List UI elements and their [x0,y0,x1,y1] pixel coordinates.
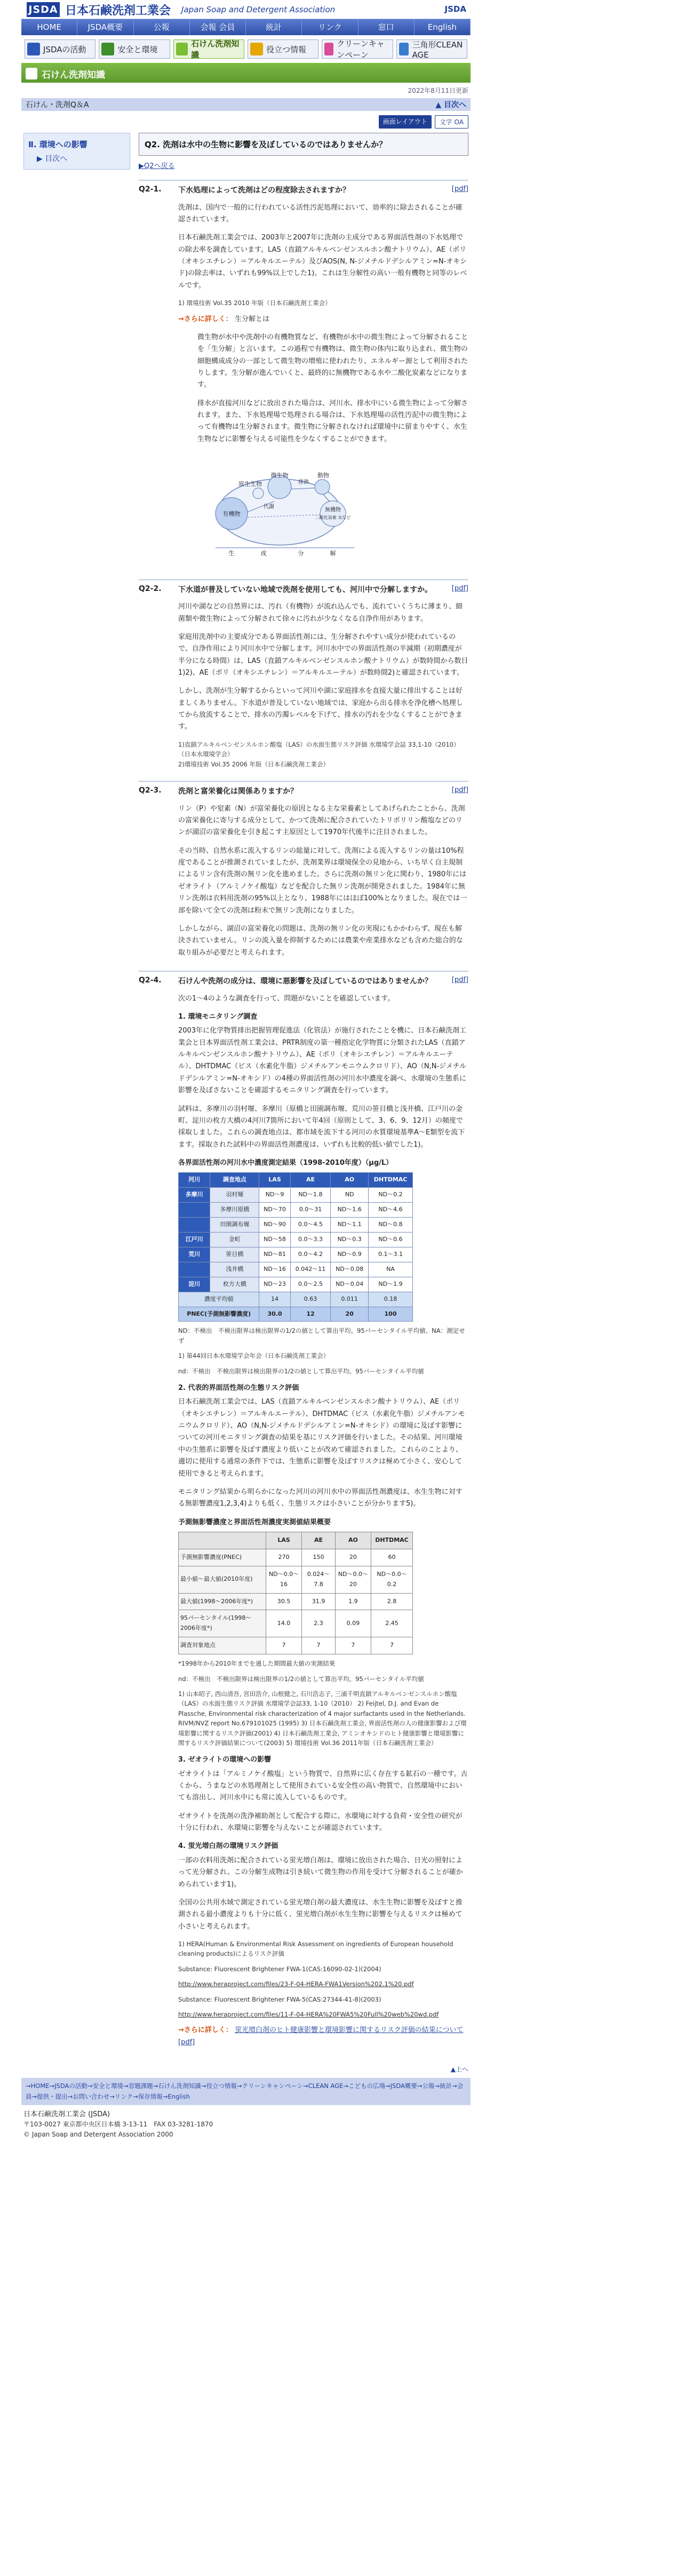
references: Substance: Fluorescent Brightener FWA-1(CAS:16090-02-1)(2004) [178,1965,381,1973]
diagram-label: 無機物 [325,507,341,514]
reference-link[interactable]: http://www.heraproject.com/files/23-F-04-HERA-FWA1Version%202.1%20.pdf [178,1980,414,1988]
table-header-cell [179,1532,266,1549]
table-row [179,1262,413,1277]
answer-paragraph: しかし、洗剤が生分解するからといって河川や湖に家庭排水を直接大量に排出することは好ましくありません。下水道が普及していない地域では、家庭から出る排水を浄化槽へ処理してから放流することで、排水の汚濁レベルを下げて、排水の汚れを少なくすることができます。 [178,687,463,731]
row-label: 95パーセンタイル(1998〜2006年度*) [179,1610,266,1637]
table-row [179,1549,413,1566]
value-cell: 0.0〜2.5 [290,1277,331,1292]
river-cell: 多摩川 [179,1188,210,1203]
table-title: 各界面活性剤の河川水中濃度測定結果（1998-2010年度）（μg/L） [178,1159,393,1167]
value-cell: ND〜0.04 [331,1277,369,1292]
footnote: nd：不検出 不検出限界は検出限界の1/2の値として算出平均。95パーセンタイル平均値 [178,1367,424,1375]
footnote: 1)直鎖アルキルベンゼンスルホン酸塩（LAS）の水面生態リスク評価 水環境学会誌 33,1-10（2010）（日本水環境学会） 2)環境技術 Vol.35 2006 年版（日本石鹸洗剤工業会） [178,740,460,768]
answer-paragraph: 日本石鹸洗剤工業会では、2003年と2007年に洗剤の主成分である界面活性剤の下水処理での除去率を調査しています。LAS（直鎖アルキルベンゼンスルホン酸ナトリウム）、AE（ポリ（オキシエチレン）＝アルキルエーテル）及びAOS(N, N-ジメチルドデシルアミン=N-オキシド)の除去率は、いずれも99%以上でした1)。これは生分解性の高い一般有機物と同等のレベルです。 [178,234,467,290]
answer-paragraph: リン（P）や窒素（N）が富栄養化の原因となる主な栄養素としてあげられたことから、洗剤の富栄養化に寄与する成分として、かつて洗剤に配合されていたトリポリリン酸塩などのリンが湖沼の富栄養化を引き起こす主原因として1970年代後半に注目されました。 [178,804,465,837]
value-cell: ND〜9 [259,1188,290,1203]
table-header-cell: LAS [259,1173,290,1188]
table-header-cell: AE [290,1173,331,1188]
value-cell: ND〜0.8 [369,1218,413,1233]
qa-item [139,180,468,567]
sub-heading: 1. 環境モニタリング調査 [178,1013,258,1021]
value-cell: 0.63 [290,1292,331,1307]
table-header-cell: 河川 [179,1173,210,1188]
pdf-link[interactable]: [pdf] [451,584,468,593]
back-link[interactable]: ▶Q2へ戻る [139,162,175,170]
value-cell: ND〜4.6 [369,1203,413,1218]
value-cell: 20 [335,1549,371,1566]
qa-question: 洗剤と富栄養化は関係ありますか？ [178,787,298,796]
diagram-label: 代謝 [264,504,274,510]
tab-knowledge[interactable]: 石けん洗剤知識 [173,39,244,59]
value-cell: 150 [302,1549,336,1566]
value-cell: 2.3 [302,1610,336,1637]
site-cell: 田園調布堰 [210,1218,259,1233]
answer-paragraph: 試料は、多摩川の羽村堰、多摩川（原橋と田園調布堰、荒川の笹目橋と浅井橋、江戸川の金町、淀川の枚方大橋の4河川7箇所において年4回（原則として、3、6、9、12月）の頻度で採取しました。これらの調査地点は、都市域を流下する河川の水質環境基準A〜E類型を流下ます。採取された試料中の界面活性剤濃度は、いずれも比較的低い値でした1)。 [178,1105,465,1149]
value-cell: ND〜0.6 [369,1232,413,1247]
value-cell: ND〜0.2 [369,1188,413,1203]
value-cell: ND〜1.6 [331,1203,369,1218]
page-top-link[interactable]: ▲上へ [450,2066,468,2074]
value-cell: ND〜90 [259,1218,290,1233]
footer-address: 〒103-0027 東京都中央区日本橋 3-13-11 FAX 03-3281-1870 [23,2121,213,2129]
qa-number: Q2-2. [139,584,162,593]
diagram-label: 動物 [317,472,329,479]
references: 1) HERA(Human & Environmental Risk Assessment on ingredients of European household cleaning products)によるリスク評価 [178,1940,453,1958]
answer-paragraph: モニタリング結果から明らかになった河川の河川水中の界面活性剤濃度は、水生生物に対する無影響濃度1,2,3,4)よりも低く、生態リスクは小さいことが分かります5)。 [178,1487,463,1508]
updated-date: 2022年8月11日更新 [408,87,468,94]
org-name: 日本石鹸洗剤工業会 [65,4,171,18]
table-row [179,1566,413,1593]
footnote: 1) 環境技術 Vol.35 2010 年版（日本石鹸洗剤工業会） [178,299,331,307]
answer-paragraph: 排水が直接河川などに放出された場合は、河川水、排水中にいる微生物によって分解されます。また、下水処理場で処理される場合は、下水処理場の活性汚泥中の微生物によって有機物は生分解されます。微生物に分解されなければ環境中に留まりやすく、水生生物などに影響を与える可能性を少なくすることができます。 [197,399,468,443]
layout-button[interactable]: 画面レイアウト [379,115,432,129]
gnav-english[interactable]: English [415,19,471,35]
qa-answer [178,601,468,769]
global-nav [21,19,471,35]
gnav-about[interactable]: JSDA概要 [77,19,133,35]
qa-answer [178,202,468,567]
gnav-contact[interactable]: 窓口 [359,19,415,35]
value-cell: 30.5 [266,1593,301,1610]
value-cell: 270 [266,1549,301,1566]
section-icon [26,68,37,79]
table-header-cell: 調査地点 [210,1173,259,1188]
page [21,0,471,2146]
value-cell: 14.0 [266,1610,301,1637]
value-cell: ND〜0.0〜16 [266,1566,301,1593]
site-cell: 羽村堰 [210,1188,259,1203]
sidebar-title: Ⅱ. 環境への影響 [28,140,87,149]
value-cell: ND〜81 [259,1247,290,1262]
table-row [179,1292,413,1307]
value-cell: 7 [266,1637,301,1654]
magazine-icon [399,43,409,55]
value-cell: 7 [371,1637,412,1654]
value-cell: ND〜1.8 [290,1188,331,1203]
answer-paragraph: ゼオライトは「アルミノケイ酸塩」という物質で、自然界に広く存在する鉱石の一種です。古くから、うまなどの水処理剤として使用されている安全性の高い物質で、自然環境中においても溶出し、河川水中にも常に流入しているものです。 [178,1770,468,1802]
gnav-members[interactable]: 会報 会員 [190,19,246,35]
site-cell: 金町 [210,1232,259,1247]
table-header-cell: AE [302,1532,336,1549]
table-header-cell: DHTDMAC [369,1173,413,1188]
value-cell: ND〜58 [259,1232,290,1247]
content-columns [21,133,471,2060]
pdf-link[interactable]: [pdf] [451,185,468,193]
qa-number: Q2-1. [139,185,162,194]
value-cell: ND [331,1188,369,1203]
gnav-links[interactable]: リンク [302,19,358,35]
section-band: 石けん洗剤知識 [21,65,471,83]
qa-number: Q2-4. [139,976,162,985]
answer-paragraph: その当時、自然水系に流入するリンの総量に対して、洗剤による流入するリンの量は10%程度であることが推測されていましたが、洗剤業界は環境保全の見地から、いち早く自主規制によるリン含有洗剤の無リン化を進めました。さらに洗剤の無リン化に関わり、1980年にはゼオライト（アルミノケイ酸塩）などを配合した無リン洗剤が開発されました。1984年に無リン洗剤は衣料用洗剤の95%以上となり、1988年にはほぼ100%となりました。現在では一部を除いて全ての洗剤は粉末で無リン洗剤になりました。 [178,846,467,915]
table-row [179,1188,413,1203]
site-cell: 多摩川原橋 [210,1203,259,1218]
qa-answer [178,993,468,2049]
value-cell: ND〜16 [259,1262,290,1277]
references: Substance: Fluorescent Brightener FWA-5(CAS:27344-41-8)(2003) [178,1995,381,2003]
footer-copyright: © Japan Soap and Detergent Association 2000 [23,2131,173,2139]
value-cell: 0.0〜4.2 [290,1247,331,1262]
river-cell: 荒川 [179,1247,210,1262]
row-label: 最小値〜最大値(2010年度) [179,1566,266,1593]
value-cell: 12 [290,1307,331,1322]
table-header-cell: AO [331,1173,369,1188]
diagram-label: 有機物 [222,510,241,518]
value-cell: 0.1〜3.1 [369,1247,413,1262]
references: 1) 山本昭子, 西山清吾, 宮田浩介, 山根健之, 石川浩志子, 三浦千明直鎖アルキルベンゼンスルホン酸塩（LAS）の水面生態リスク評価 水環境学会誌33, 1-10（2010） 2) Feijtel, D.J. and Evan de Plassche, Environmental risk characterization of 4 major surfactants used in the Netherlands. RIVM/NVZ report No.679101025 (1995) 3) 日本石鹸洗剤工業会, 界面活性剤の人の健康影響および環境影響に関するリスク評価(2001) 4) 日本石鹸洗剤工業会, アミンオキシドのヒト健康影響と環境影響に関するリスク評価結果について(2003) 5) 環境技術 Vol.36 2011年版（日本石鹸洗剤工業会） [178,1690,467,1747]
biodegradation-diagram [200,456,381,557]
value-cell: ND〜0.08 [331,1262,369,1277]
more-topic: 生分解とは [235,315,270,323]
value-cell: 7 [335,1637,371,1654]
footnote: nd：不検出 不検出限界は検出限界の1/2の値として算出平均。95パーセンタイル平均値 [178,1675,424,1683]
activities-icon [27,43,40,55]
sub-heading: 4. 蛍光増白剤の環境リスク評価 [178,1842,278,1851]
site-cell: 枚方大橋 [210,1277,259,1292]
value-cell: 30.0 [259,1307,290,1322]
diagram-label: 成 [260,550,267,557]
table-row [179,1307,413,1322]
value-cell: 20 [331,1307,369,1322]
gnav-stats[interactable]: 統計 [246,19,302,35]
row-label: 最大値(1998〜2006年度*) [179,1593,266,1610]
gnav-news[interactable]: 公報 [134,19,190,35]
sidebar-toc-link[interactable]: ▶ 目次へ [37,155,68,163]
table-row [179,1637,413,1654]
value-cell: 1.9 [335,1593,371,1610]
sidebar-box [23,133,130,170]
lightbulb-icon [250,43,263,55]
tool-row [21,111,471,133]
answer-paragraph: 日本石鹸洗剤工業会では、LAS（直鎖アルキルベンゼンスルホン酸ナトリウム）、AE（ポリ（オキシエチレン）＝アルキルエーテル）、DHTDMAC（ビス（水素化牛脂）ジメチルアンモニウムクロリド）、AO（N,N-ジメチルドデシルアミン=N-オキシド）の環境に及ぼす影響についての河川モニタリング調査の結果を基にリスク評価を行いました。その結果、河川環境中の生態系に影響を及ぼす濃度より低いことが改めて確認されました。これらのことより、適切に使用する通常の条件下では、生態系に影響を及ぼすリスクは極めて小さく、安心して使用できると考えられます。 [178,1398,465,1478]
concentration-table [178,1172,413,1322]
more-label: →さらに詳しく： [178,315,233,323]
jsda-mark: JSDA [444,4,466,14]
diagram-label: 原生生物 [238,481,262,488]
table-title: 予測無影響濃度と界面活性剤濃度実測値結果概要 [178,1518,331,1526]
footnote: 1) 第44回日本水環境学会年会（日本石鹸洗剤工業会） [178,1352,330,1360]
value-cell: 7 [302,1637,336,1654]
value-cell: 0.18 [369,1292,413,1307]
sub-heading: 2. 代表的界面活性剤の生態リスク評価 [178,1383,299,1392]
more-label: →さらに詳しく： [178,2026,233,2035]
table-header-cell: LAS [266,1532,301,1549]
value-cell: ND〜0.3 [331,1232,369,1247]
row-label: 予測無影響濃度(PNEC) [179,1549,266,1566]
qa-item [139,579,468,769]
tab-clean-age[interactable]: 三角形CLEAN AGE [396,39,467,59]
reference-link[interactable]: http://www.heraproject.com/files/11-F-04-HERA%20FWA5%20Full%20web%20wd.pdf [178,2010,439,2018]
qa-answer [178,803,468,959]
value-cell: 60 [371,1549,412,1566]
river-cell: 淀川 [179,1277,210,1292]
main-content [139,133,468,2060]
diagram-label: 微生物 [270,472,289,479]
river-cell [179,1262,210,1277]
gnav-home[interactable]: HOME [21,19,77,35]
table-row [179,1593,413,1610]
value-cell: 0.0〜4.5 [290,1218,331,1233]
more-link[interactable]: 蛍光増白剤のヒト健康影響と環境影響に関するリスク評価の結果について[pdf] [178,2026,464,2046]
site-cell: 笹目橋 [210,1247,259,1262]
breadcrumb-label: 石けん・洗剤Q＆A [26,101,89,109]
diagram-label: 排泄 [298,479,309,486]
section-tabs [21,35,471,65]
toc-link[interactable]: ▲ 目次へ [435,101,466,109]
footnote: ND：不検出 不検出限界は検出限界の1/2の値として算出平均。95パーセンタイル平均値、NA：測定せず [178,1327,465,1345]
sidebar [23,133,130,2060]
table-header-cell: DHTDMAC [371,1532,412,1549]
qa-item [139,971,468,2049]
pdf-link[interactable]: [pdf] [451,976,468,984]
leaf-icon [101,43,114,55]
value-cell: ND〜0.9 [331,1247,369,1262]
breadcrumb [21,98,471,111]
campaign-icon [324,43,333,55]
answer-paragraph: 微生物が水中や洗剤中の有機物質など、有機物が水中の微生物によって分解されることを「生分解」と言います。この過程で有機物は、微生物の体内に取り込まれ、微生物の細胞構成成分の一部として微生物の増殖に使われたり、エネルギー源として利用されたりします。生分解が進んでいくと、最終的に無機物である水や二酸化炭素などになります。 [197,333,468,389]
animal-circle [315,479,330,494]
row-label: 濃度平均値 [179,1292,259,1307]
answer-paragraph: 家庭用洗剤中の主要成分である界面活性剤には、生分解されやすい成分が使われているので、自浄作用により河川水中で分解します。河川水中での界面活性剤の半減期（初期濃度が半分になる時間）は、LAS（直鎖アルキルベンゼンスルホン酸ナトリウム）が数時間から数日1)2)、AE（ポリ（オキシエチレン）＝アルキルエーテル）が数時間2)と確認されています。 [178,633,468,677]
table-row [179,1610,413,1637]
row-label: PNEC(予測無影響濃度) [179,1307,259,1322]
value-cell: ND〜23 [259,1277,290,1292]
river-cell [179,1203,210,1218]
tab-campaign[interactable]: クリーンキャンペーン [322,39,393,59]
table-row [179,1247,413,1262]
tab-activities[interactable]: JSDAの活動 [25,39,95,59]
value-cell: 0.0〜3.3 [290,1232,331,1247]
table-row [179,1203,413,1218]
mineral-circle [320,501,346,526]
value-cell: 2.45 [371,1610,412,1637]
table-row [179,1232,413,1247]
tab-useful[interactable]: 役立つ情報 [248,39,318,59]
table-header-cell: AO [335,1532,371,1549]
diagram-label: 分 [298,550,304,557]
river-cell [179,1218,210,1233]
book-icon [176,43,188,55]
value-cell: 14 [259,1292,290,1307]
diagram-label: 生 [228,550,235,557]
diagram-label: 二酸化炭素 水など [315,515,351,521]
value-cell: 2.8 [371,1593,412,1610]
footnote: *1998年から2010年までを通した期間最大値の実測結果 [178,1660,336,1668]
table-row [179,1277,413,1292]
value-cell: ND〜1.9 [369,1277,413,1292]
pnec-table [178,1532,413,1654]
value-cell: ND〜1.1 [331,1218,369,1233]
answer-paragraph: 次の1〜4のような調査を行って、問題がないことを確認しています。 [178,994,395,1003]
value-cell: ND〜0.0〜20 [335,1566,371,1593]
site-logo[interactable]: JSDA [27,2,60,17]
diagram-label: 解 [330,550,336,557]
site-cell: 浅井橋 [210,1262,259,1277]
qa-number: Q2-3. [139,786,162,795]
question-title: Q2. 洗剤は水中の生物に影響を及ぼしているのではありませんか？ [139,133,468,156]
value-cell: NA [369,1262,413,1277]
pdf-link[interactable]: [pdf] [451,786,468,794]
tab-safety[interactable]: 安全と環境 [99,39,170,59]
row-label: 調査対象地点 [179,1637,266,1654]
answer-paragraph: 2003年に化学物質排出把握管理促進法（化管法）が施行されたことを機に、日本石鹸洗剤工業会と日本界面活性剤工業会は、PRTR制度の第一種指定化学物質に分類されたLAS（直鎖アルキルベンゼンスルホン酸ナトリウム）、AE（ポリ（オキシエチレン）＝アルキルエーテル）、DHTDMAC（ビス（水素化牛脂）ジメチルアンモニウムクロリド）、AO（N,N-ジメチルドデシルアミン=N-オキシド）の4種の界面活性剤の河川水中濃度を調べ、水環境の生態系に影響を及ぼさないことを確認するモニタリング調査を行っています。 [178,1027,467,1095]
value-cell: 100 [369,1307,413,1322]
answer-paragraph: 洗剤は、国内で一般的に行われている活性汚泥処理において、効率的に除去されることが確認されています。 [178,203,463,224]
org-name-en: Japan Soap and Detergent Association [181,5,336,14]
value-cell: ND〜0.0〜0.2 [371,1566,412,1593]
font-size-button[interactable]: 文字 OA [435,115,468,129]
river-cell: 江戸川 [179,1232,210,1247]
value-cell: 0.024〜7.8 [302,1566,336,1593]
footer-org: 日本石鹸洗剤工業会 (JSDA) [23,2110,110,2119]
site-header [21,0,471,19]
value-cell: 0.09 [335,1610,371,1637]
footer-nav[interactable]: →HOME→JSDAの活動→安全と環境→窓題課題→石けん洗剤知識→役立つ情報→クリーンキャンペーン→CLEAN AGE→こどもの広場→JSDA概要→公報→統計→会員→提供・提出→お問い合わせ→リンク→保存情報→English [21,2078,471,2105]
answer-paragraph: 一部の衣料用洗剤に配合されている蛍光増白剤は、環境に放出された場合、日光の照射によって光分解され、この分解生成物は引き続いて微生物の作用を受けて分解されることが確かめられています1)。 [178,1856,463,1889]
value-cell: 0.042〜11 [290,1262,331,1277]
qa-item [139,781,468,959]
answer-paragraph: 河川や湖などの自然界には、汚れ（有機物）が流れ込んでも、流れていくうちに薄まり、細菌類や微生物によって分解されて徐々に汚れが少なくなる自浄作用があります。 [178,603,463,623]
qa-question: 下水道が普及していない地域で洗剤を使用しても、河川中で分解しますか。 [178,585,432,594]
table-row [179,1218,413,1233]
qa-question: 下水処理によって洗剤はどの程度除去されますか？ [178,186,350,195]
value-cell: 0.0〜31 [290,1203,331,1218]
answer-paragraph: しかしながら、湖沼の富栄養化の問題は、洗剤の無リン化の実現にもかかわらず、現在も解決されていません。リンの流入量を抑制するためには農業や産業排水なども含めた総合的な取り組みが必要だと考えられます。 [178,924,463,957]
sub-heading: 3. ゼオライトの環境への影響 [178,1756,272,1764]
answer-paragraph: ゼオライトを洗剤の洗浄補助剤として配合する際に、水環境に対する負荷・安全性の研究が十分に行われ、水環境に影響を与えないことが確認されています。 [178,1812,463,1833]
value-cell: 0.011 [331,1292,369,1307]
value-cell: ND〜70 [259,1203,290,1218]
qa-question: 石けんや洗剤の成分は、環境に悪影響を及ぼしているのではありませんか？ [178,977,432,986]
value-cell: 31.9 [302,1593,336,1610]
answer-paragraph: 全国の公共用水域で測定されている蛍光増白剤の最大濃度は、水生生物に影響を及ぼすと推測される最小濃度よりも十分に低く、蛍光増白剤が水生生物に影響を与えるリスクは極めて小さいと考えられます。 [178,1898,463,1931]
